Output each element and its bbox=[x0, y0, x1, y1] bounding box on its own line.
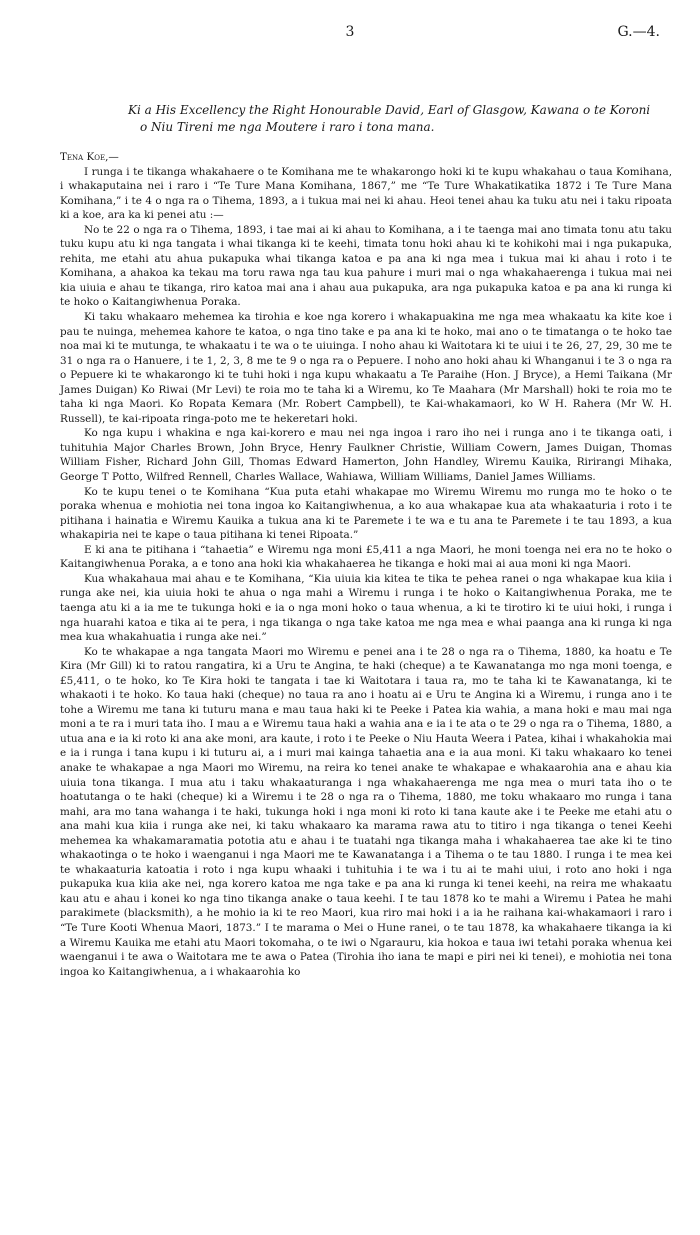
paragraph-7: Kua whakahaua mai ahau e te Komihana, “Kia uiuia kia kitea te tika te pehea ranei o nga whakapae kua kiia i runga ake nei, kia uiuia hoki te ahua o nga mahi a Wiremu i runga i te hoko o Kaitangiwhenua Poraka, me te taenga atu ki a ia me te tukunga hoki e ia o nga moni hoko o taua whenua, a ki te tirotiro ki te uiui hoki, i runga i nga huarahi katoa e tika ai te pera, i nga tikanga o nga take katoa me nga mea e whai paanga ana ki runga ki nga mea kua whakahuatia i runga ake nei.” bbox=[60, 572, 672, 644]
paragraph-6: E ki ana te pitihana i “tahaetia” e Wiremu nga moni £5,411 a nga Maori, he moni toenga nei era no te hoko o Kaitangiwhenua Poraka, a e tono ana hoki kia whakahaerea he tikanga e hoki mai ai aua moni ki nga Maori. bbox=[60, 543, 672, 571]
address-line-1: Ki a His Excellency the Right Honourable David, Earl of Glasgow, Kawana o te Koroni bbox=[128, 103, 651, 117]
address-line-2: o Niu Tireni me nga Moutere i raro i tona mana. bbox=[140, 119, 435, 134]
paragraph-1: I runga i te tikanga whakahaere o te Komihana me te whakarongo hoki ki te kupu whakahau o taua Komihana, i whakaputaina nei i raro i “Te Ture Mana Komihana, 1867,” me “Te Ture Whakatikatika 1872 i Te Ture Mana Komihana,” i te 4 o nga ra o Tihema, 1893, a i tukua mai nei ki ahau. Heoi tenei ahau ka tuku atu nei i taku ripoata ki a koe, ara ka ki penei atu :— bbox=[60, 165, 672, 222]
address-to-governor bbox=[128, 102, 668, 135]
paragraph-3: Ki taku whakaaro mehemea ka tirohia e koe nga korero i whakapuakina me nga mea whakaatu ka kite koe i pau te nuinga, mehemea kahore te katoa, o nga tino take e pa ana ki te hoko, mai ano o te timatanga o te hoko tae noa mai ki te mutunga, te whakaatu i te wa o te uiuinga. I noho ahau ki Waitotara ki te uiui i te 26, 27, 29, 30 me te 31 o nga ra o Hanuere, i te 1, 2, 3, 8 me te 9 o nga ra o Pepuere. I noho ano hoki ahau ki Whanganui i te 3 o nga ra o Pepuere ki te whakarongo ki te tuhi hoki i nga kupu whakaatu a Te Paraihe (Hon. J Bryce), a Hemi Taikana (Mr James Duigan) Ko Riwai (Mr Levi) te roia mo te taha ki a Wiremu, ko Te Maahara (Mr Marshall) hoki te roia mo te taha ki nga Maori. Ko Ropata Kemara (Mr. Robert Campbell), te Kai-whakamaori, ko W H. Rahera (Mr W. H. Russell), te kai-ripoata ringa-poto me te hekeretari hoki. bbox=[60, 311, 672, 425]
salutation: Tena Koe,— bbox=[60, 151, 119, 163]
paragraph-5: Ko te kupu tenei o te Komihana “Kua puta etahi whakapae mo Wiremu Wiremu mo runga mo te hoko o te poraka whenua e mohiotia nei tona ingoa ko Kaitangiwhenua, a ko aua whakapae kua ata whakaaturia i roto i te pitihana i hainatia e Wiremu Kauika a tukua ana ki te Paremete i te wa e tu ana te Paremete i te tau 1893, a kua whakapiria nei te kape o taua pitihana ki tenei Ripoata.” bbox=[60, 485, 672, 542]
document-reference: G.—4. bbox=[617, 24, 660, 40]
report-body bbox=[60, 150, 672, 979]
page-number: 3 bbox=[345, 24, 355, 40]
paragraph-8: Ko te whakapae a nga tangata Maori mo Wiremu e penei ana i te 28 o nga ra o Tihema, 1880, ka hoatu e Te Kira (Mr Gill) ki to ratou rangatira, ki a Uru te Angina, te haki (cheque) a te Kawanatanga mo nga moni toenga, e £5,411, o te hoko, ko Te Kira hoki te tangata i tae ki Waitotara i taua ra, mo te taha ki te Kawanatanga, ki te whakaoti i te hoko. Ko taua haki (cheque) no taua ra ano i hoatu ai e Uru te Angina ki a Wiremu, i runga ano i te tohe a Wiremu me tana ki tuturu mana e mau taua haki ki te Peeke i Patea kia wahia, a mana hoki e mau mai nga moni a te ra i muri tata iho. I mau a e Wiremu taua haki a wahia ana e ia i te ata o te 29 o nga ra o Tihema, 1880, a utua ana e ia ki roto ki ana ake moni, ara kaute, i roto i te Peeke o Niu Hauta Weera i Patea, kihai i whakahokia mai e ia i runga i tana kupu i ki tuturu ai, a i muri mai kainga tahaetia ana e ia aua moni. Ki taku whakaaro ko tenei anake te whakapae a nga Maori mo Wiremu, na reira ko tenei anake te whakapae e whakaarohia ana e ahau kia uiuia tona tikanga. I mua atu i taku whakaaturanga i nga whakahaerenga me nga mea o muri tata iho o te hoatutanga o te haki (cheque) ki a Wiremu i te 28 o nga ra o Tihema, 1880, me toku whakaaro mo runga i tana mahi, ara mo tana wahanga i te haki, tukunga hoki i nga moni ki roto ki tana kaute ake i te Peeke me etahi atu o ana mahi kua kiia i runga ake nei, ki taku whakaaro ka marama rawa atu to titiro i nga tikanga o tenei Keehi mehemea ka whakamaramatia pototia atu e ahau i te tuatahi nga tikanga maha i whakahaerea tae ake ki te tino whakaotinga o te hoko i waenganui i nga Maori me te Kawanatanga i a Tihema o te tau 1880. I runga i te mea kei te whakaaturia katoatia i roto i nga kupu whaaki i tuhituhia i te wa i tu ai te mahi uiui, i roto ano hoki i nga pukapuka kua kiia ake nei, nga korero katoa me nga take e pa ana ki runga ki tenei keehi, na reira me whakaatu kau atu e ahau i konei ko nga tino tikanga anake o taua keehi. I te tau 1878 ko te mahi a Wiremu i Patea he mahi parakimete (blacksmith), a he mohio ia ki te reo Maori, kua riro mai hoki i a ia he raihana kai-whakamaori i raro i “Te Ture Kooti Whenua Maori, 1873.” I te marama o Mei o Hune ranei, o te tau 1878, ka whakahaere tikanga ia ki a Wiremu Kauika me etahi atu Maori tokomaha, o te iwi o Ngarauru, kia hokoa e taua iwi tetahi poraka whenua kei waenganui i te awa o Waitotara me te awa o Patea (Tirohia iho iana te mapi e piri nei ki tenei), e mohiotia nei tona ingoa ko Kaitangiwhenua, a i whakaarohia ko bbox=[60, 645, 672, 978]
paragraph-2: No te 22 o nga ra o Tihema, 1893, i tae mai ai ki ahau to Komihana, a i te taenga mai ano timata tonu atu taku tuku kupu atu ki nga tangata i whai tikanga ki te keehi, timata tonu hoki ahau ki te kohikohi mai i nga pukapuka, rehita, me etahi atu ahua pukapuka whai tikanga katoa e pa ana ki nga mea i tukua mai ki ahau i roto i te Komihana, a ahakoa ka tekau ma toru rawa nga tau kua pahure i muri mai o nga whakahaerenga i tukua mai nei kia uiuia e ahau te tikanga, riro katoa mai ana i ahau aua pukapuka, ara nga pukapuka katoa e pa ana ki runga ki te hoko o Kaitangiwhenua Poraka. bbox=[60, 223, 672, 309]
paragraph-4: Ko nga kupu i whakina e nga kai-korero e mau nei nga ingoa i raro iho nei i runga ano i te tikanga oati, i tuhituhia Major Charles Brown, John Bryce, Henry Faulkner Christie, William Cowern, James Duigan, Thomas William Fisher, Richard John Gill, Thomas Edward Hamerton, John Handley, Wiremu Kauika, Ririrangi Mihaka, George T Potto, Wilfred Rennell, Charles Wallace, Wahiawa, William Williams, Daniel James Williams. bbox=[60, 427, 672, 484]
